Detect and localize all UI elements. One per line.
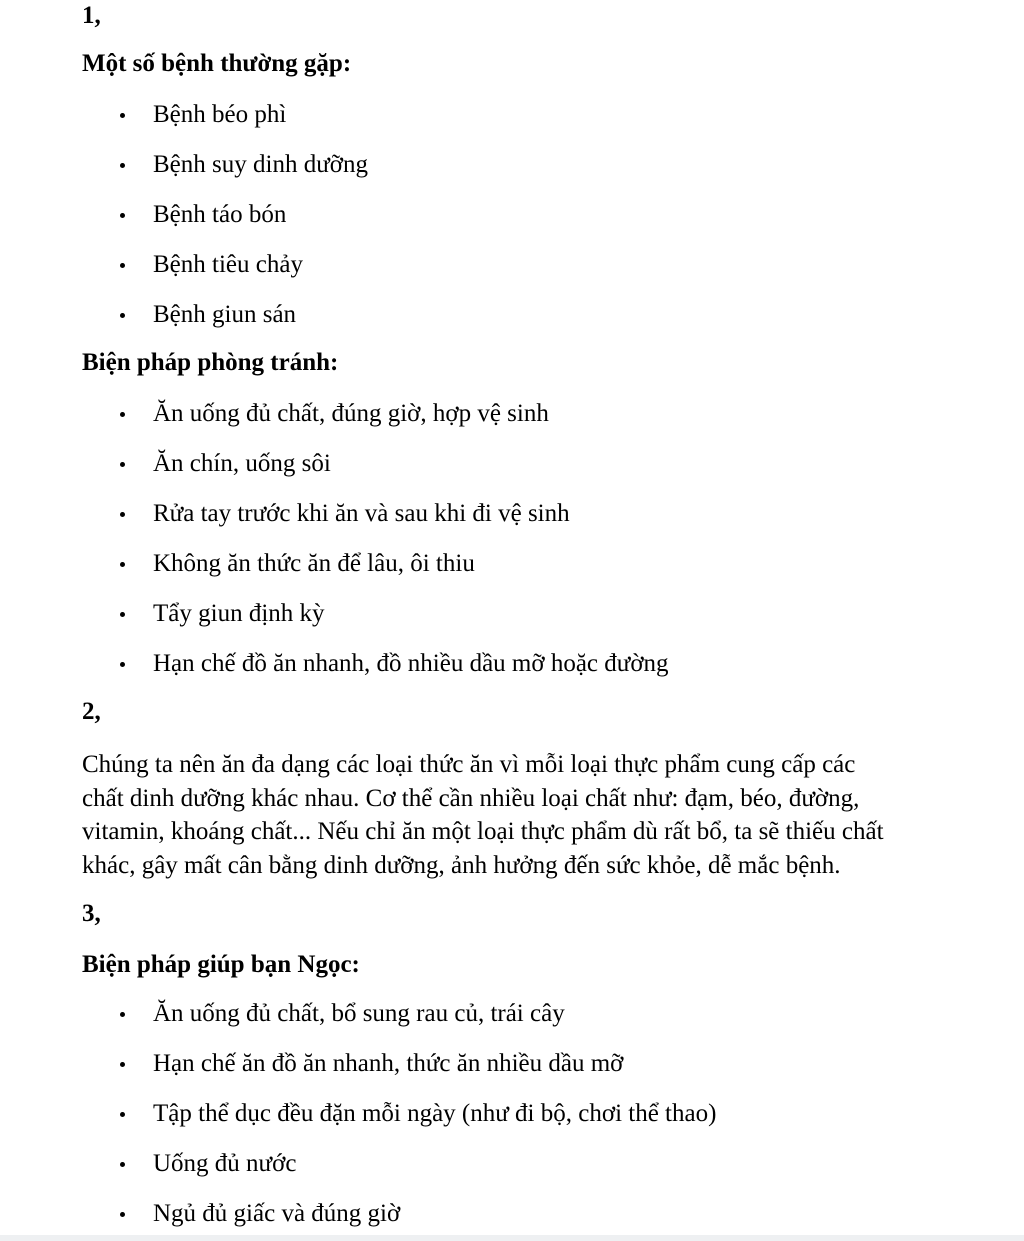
bullet-icon xyxy=(120,662,125,667)
section-3-number: 3, xyxy=(82,900,101,927)
paragraph-line: chất dinh dưỡng khác nhau. Cơ thể cần nhiều loại chất như: đạm, béo, đường, xyxy=(82,784,860,812)
bullet-icon xyxy=(120,512,125,517)
bullet-icon xyxy=(120,213,125,218)
bullet-icon xyxy=(120,1012,125,1017)
bottom-edge xyxy=(0,1235,1024,1241)
paragraph-line: vitamin, khoáng chất... Nếu chỉ ăn một loại thực phẩm dù rất bổ, ta sẽ thiếu chất xyxy=(82,818,884,845)
diseases-list xyxy=(82,100,982,350)
bullet-icon xyxy=(120,462,125,467)
list-item: Ăn uống đủ chất, bổ sung rau củ, trái cây xyxy=(82,999,982,1049)
bullet-icon xyxy=(120,562,125,567)
list-item: Bệnh suy dinh dưỡng xyxy=(82,150,982,200)
list-item: Hạn chế đồ ăn nhanh, đồ nhiều dầu mỡ hoặc đường xyxy=(82,649,982,699)
bullet-icon xyxy=(120,163,125,168)
list-item: Bệnh táo bón xyxy=(82,200,982,250)
bullet-icon xyxy=(120,1062,125,1067)
list-item: Ăn chín, uống sôi xyxy=(82,449,982,499)
section-2-number: 2, xyxy=(82,698,101,725)
paragraph-line: Chúng ta nên ăn đa dạng các loại thức ăn vì mỗi loại thực phẩm cung cấp các xyxy=(82,751,856,778)
bullet-icon xyxy=(120,313,125,318)
bullet-icon xyxy=(120,263,125,268)
list-item: Bệnh béo phì xyxy=(82,100,982,150)
prevention-heading: Biện pháp phòng tránh: xyxy=(82,349,339,376)
paragraph-line: khác, gây mất cân bằng dinh dưỡng, ảnh hưởng đến sức khỏe, dễ mắc bệnh. xyxy=(82,851,841,879)
measures-heading: Biện pháp giúp bạn Ngọc: xyxy=(82,951,360,978)
prevention-list xyxy=(82,399,982,699)
bullet-icon xyxy=(120,1112,125,1117)
list-item: Ăn uống đủ chất, đúng giờ, hợp vệ sinh xyxy=(82,399,982,449)
bullet-icon xyxy=(120,412,125,417)
list-item: Tẩy giun định kỳ xyxy=(82,599,982,649)
list-item: Bệnh tiêu chảy xyxy=(82,250,982,300)
list-item: Rửa tay trước khi ăn và sau khi đi vệ sinh xyxy=(82,499,982,549)
list-item: Ngủ đủ giấc và đúng giờ xyxy=(82,1199,982,1241)
list-item: Bệnh giun sán xyxy=(82,300,982,350)
section-2-paragraph xyxy=(82,748,982,882)
section-1-number: 1, xyxy=(82,2,101,29)
measures-list xyxy=(82,999,982,1241)
list-item: Không ăn thức ăn để lâu, ôi thiu xyxy=(82,549,982,599)
bullet-icon xyxy=(120,1162,125,1167)
bullet-icon xyxy=(120,1212,125,1217)
diseases-heading: Một số bệnh thường gặp: xyxy=(82,50,352,77)
bullet-icon xyxy=(120,612,125,617)
list-item: Hạn chế ăn đồ ăn nhanh, thức ăn nhiều dầu mỡ xyxy=(82,1049,982,1099)
bullet-icon xyxy=(120,113,125,118)
list-item: Uống đủ nước xyxy=(82,1149,982,1199)
list-item: Tập thể dục đều đặn mỗi ngày (như đi bộ, chơi thể thao) xyxy=(82,1099,982,1149)
